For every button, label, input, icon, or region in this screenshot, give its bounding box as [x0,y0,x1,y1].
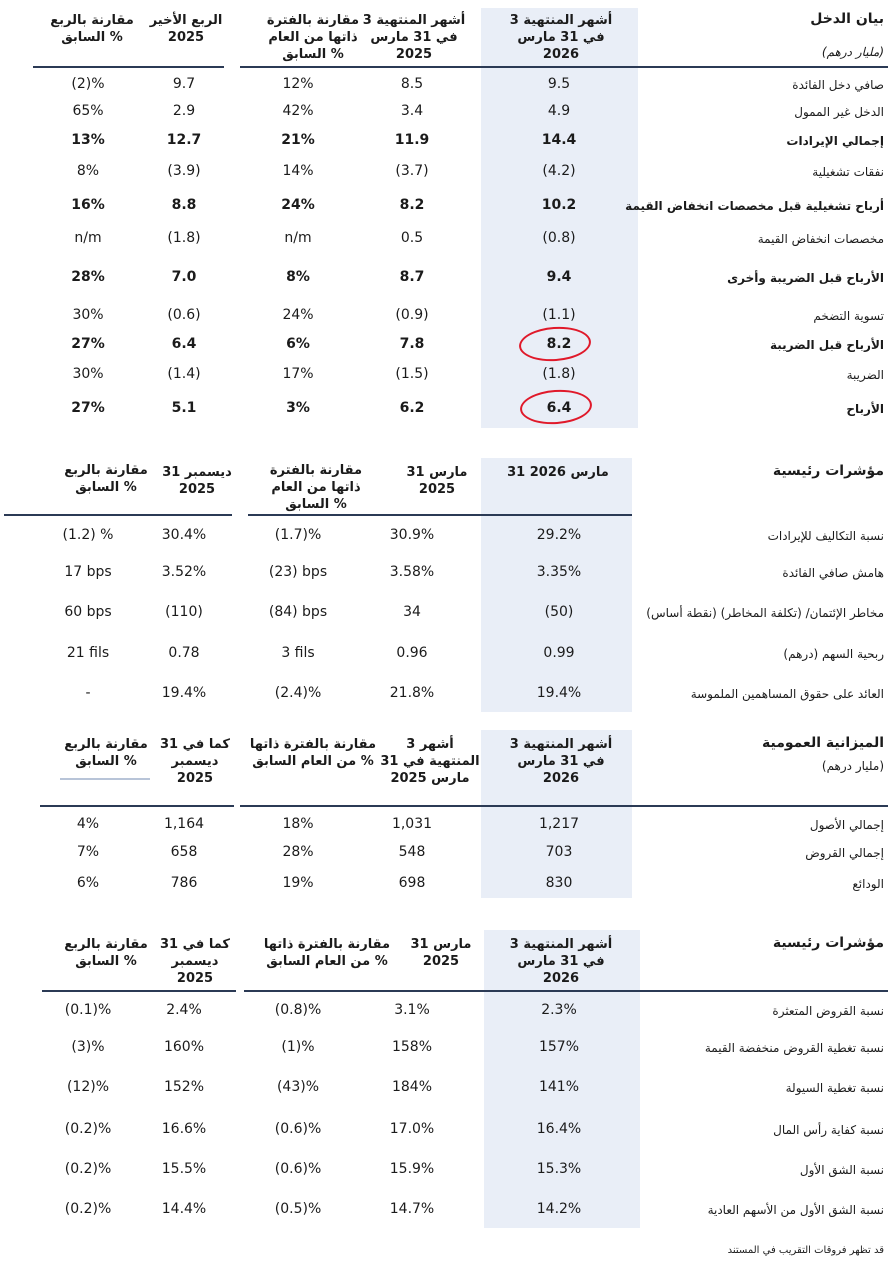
row-value: (0.2)% [64,1161,112,1177]
income-header-yoy: مقارنة بالفترة ذاتها من العام السابق % [266,13,360,62]
row-value: 17 bps [64,564,112,580]
row-value: - [85,685,91,701]
row-value: 698 [398,875,426,891]
row-value: 21% [281,132,315,148]
row-label: مخاطر الإئتمان/ (تكلفة المخاطر) (نقطة أساس) [646,606,884,620]
row-value: 29.2% [536,527,582,543]
kpi1-title: مؤشرات رئيسية [772,463,884,479]
row-value: (0.6)% [274,1121,322,1137]
row-value: (2.4)% [274,685,322,701]
row-value: (1.7)% [274,527,322,543]
current-period-highlight-2 [481,458,632,712]
row-label: نفقات تشغيلية [812,165,884,179]
row-label: نسبة تغطية السيولة [785,1081,884,1095]
row-value: 65% [72,103,104,119]
row-value: 1,031 [391,816,433,832]
row-value: 2.3% [541,1002,577,1018]
row-value: (0.2)% [64,1121,112,1137]
kpi2-header-yoy: مقارنة بالفترة ذاتها من العام السابق % [263,937,391,969]
row-value: 28% [71,269,105,285]
income-header-qoq: مقارنة بالربع السابق % [50,13,134,45]
row-value: 12.7 [166,132,202,148]
row-value: 8.5 [400,76,424,92]
row-value: 157% [538,1039,580,1055]
row-label: الأرباح قبل الضريبة وأخرى [727,271,884,285]
row-label: نسبة كفاية رأس المال [773,1123,884,1137]
row-value: (3.9) [167,163,201,179]
row-value: (0.2)% [64,1201,112,1217]
row-value: 786 [170,875,198,891]
row-value: (0.8) [542,230,576,246]
row-value: 830 [545,875,573,891]
row-value: 15.5% [161,1161,207,1177]
row-label: هامش صافي الفائدة [782,566,884,580]
kpi1-header-current: 31 مارس 2026 [507,465,609,480]
row-value: 14.2% [536,1201,582,1217]
row-value: 703 [545,844,573,860]
row-value: 6% [286,336,310,352]
row-value: 16.6% [161,1121,207,1137]
row-value: (1.4) [167,366,201,382]
row-value: (50) [544,604,574,620]
row-label: العائد على حقوق المساهمين الملموسة [690,687,884,701]
balance-header-qoq: مقارنة بالربع السابق % [64,737,148,769]
row-value: 24% [281,197,315,213]
row-value: 28% [282,844,314,860]
row-value: 16.4% [536,1121,582,1137]
row-value: (1.1) [542,307,576,323]
current-period-highlight-1 [481,8,638,428]
balance-header-lastq: كما في 31 ديسمبر 2025 [160,737,230,786]
row-value: 16% [71,197,105,213]
row-value: 8.8 [171,197,197,213]
kpi2-title: مؤشرات رئيسية [772,935,884,951]
rule-income-right [240,66,888,68]
income-header-lastq: الربع الأخير 2025 [149,13,223,45]
balance-header-current: 3 أشهر المنتهية في 31 مارس 2026 [509,737,613,786]
row-label: تسوية التضخم [813,309,884,323]
row-value: 19.4% [536,685,582,701]
row-value: 21.8% [389,685,435,701]
row-value: 0.78 [168,645,200,661]
row-value: 11.9 [394,132,430,148]
kpi2-header-lastq: كما في 31 ديسمبر 2025 [160,937,230,986]
row-value: 8.2 [399,197,425,213]
row-value: (3.7) [395,163,429,179]
row-value: 3.4 [400,103,424,119]
kpi1-header-yoy: مقارنة بالفترة ذاتها من العام السابق % [269,463,363,512]
row-value: 14.4 [541,132,577,148]
row-value: 6% [76,875,100,891]
row-label: نسبة تغطية القروض منخفضة القيمة [704,1041,884,1055]
row-label: الأرباح [846,402,884,416]
row-value: 19.4% [161,685,207,701]
row-value: 8.7 [399,269,425,285]
rule-kpi2-left [42,990,236,992]
row-label: إجمالي القروض [805,846,884,860]
row-value: 7.0 [171,269,197,285]
row-value: 6.4 [171,336,197,352]
row-value: 6.4 [546,400,572,416]
row-value: 184% [391,1079,433,1095]
row-value: 3.52% [161,564,207,580]
kpi2-header-current: 3 أشهر المنتهية في 31 مارس 2026 [509,937,613,986]
row-value: 160% [163,1039,205,1055]
row-value: (84) bps [268,604,328,620]
row-value: 17.0% [389,1121,435,1137]
row-value: (0.6) [167,307,201,323]
balance-unit: (مليار درهم) [821,759,884,773]
row-value: 27% [71,400,105,416]
kpi1-header-prior: 31 مارس 2025 [406,465,468,497]
kpi1-header-qoq: مقارنة بالربع السابق % [64,463,148,495]
row-value: (3)% [71,1039,105,1055]
rule-balance-header-underline [60,778,150,780]
row-value: 14.4% [161,1201,207,1217]
income-unit: (مليار درهم) [821,45,884,59]
row-value: 158% [391,1039,433,1055]
row-value: 1,164 [163,816,205,832]
row-value: (0.5)% [274,1201,322,1217]
row-value: (1.8) [167,230,201,246]
income-header-prior: 3 أشهر المنتهية في 31 مارس 2025 [362,13,466,62]
row-value: (23) bps [268,564,328,580]
row-value: (1.5) [395,366,429,382]
income-title: بيان الدخل [810,11,884,27]
row-value: 24% [282,307,314,323]
row-value: 2.4% [166,1002,202,1018]
row-value: 658 [170,844,198,860]
row-label: نسبة القروض المتعثرة [772,1004,884,1018]
row-value: (1.8) [542,366,576,382]
row-value: 60 bps [64,604,112,620]
row-value: 2.9 [172,103,196,119]
row-value: 1,217 [538,816,580,832]
row-label: مخصصات انخفاض القيمة [757,232,884,246]
rule-income-left [33,66,224,68]
row-value: 15.9% [389,1161,435,1177]
row-label: إجمالي الأصول [809,818,884,832]
row-value: 3 fils [281,645,315,661]
row-value: 6.2 [399,400,425,416]
row-value: 141% [538,1079,580,1095]
row-value: 3.58% [389,564,435,580]
row-value: 4% [76,816,100,832]
row-value: (4.2) [542,163,576,179]
row-value: 0.5 [400,230,424,246]
row-value: 14.7% [389,1201,435,1217]
row-value: (2)% [71,76,105,92]
row-label: نسبة الشق الأول من الأسهم العادية [707,1203,884,1217]
row-value: 15.3% [536,1161,582,1177]
row-value: 19% [282,875,314,891]
row-value: 27% [71,336,105,352]
row-label: نسبة التكاليف للإيرادات [767,529,884,543]
balance-header-prior: 3 أشهر المنتهية في 31 مارس 2025 [380,737,480,786]
row-value: 0.96 [396,645,428,661]
kpi2-header-qoq: مقارنة بالربع السابق % [64,937,148,969]
row-value: 30.9% [389,527,435,543]
row-value: n/m [284,230,312,246]
row-value: (110) [165,604,203,620]
row-value: (12)% [66,1079,110,1095]
row-value: 7% [76,844,100,860]
row-value: 18% [282,816,314,832]
row-value: 8.2 [546,336,572,352]
row-value: 14% [282,163,314,179]
row-value: n/m [74,230,102,246]
rule-balance-left [40,805,234,807]
row-value: 42% [282,103,314,119]
row-value: 12% [282,76,314,92]
row-value: (0.6)% [274,1161,322,1177]
row-value: 152% [163,1079,205,1095]
row-value: 3% [286,400,310,416]
row-value: (0.1)% [64,1002,112,1018]
row-label: ربحية السهم (درهم) [783,647,884,661]
row-label: إجمالي الإيرادات [786,134,884,148]
row-label: الدخل غير الممول [794,105,884,119]
income-header-current: 3 أشهر المنتهية في 31 مارس 2026 [509,13,613,62]
row-label: أرباح تشغيلية قبل مخصصات انخفاض القيمة [625,199,884,213]
row-label: الودائع [852,877,884,891]
rule-kpi2-right [244,990,888,992]
balance-title: الميزانية العمومية [762,735,884,751]
row-value: 3.1% [394,1002,430,1018]
row-value: 4.9 [547,103,571,119]
row-value: 30.4% [161,527,207,543]
row-value: 9.5 [547,76,571,92]
rule-balance-right [240,805,888,807]
row-value: 21 fils [66,645,110,661]
row-value: (0.8)% [274,1002,322,1018]
row-label: الأرباح قبل الضريبة [769,338,884,352]
row-label: صافي دخل الفائدة [792,78,884,92]
row-value: (1)% [281,1039,315,1055]
row-value: 8% [286,269,310,285]
row-value: 30% [72,366,104,382]
row-value: 3.35% [536,564,582,580]
row-value: 9.7 [172,76,196,92]
row-value: 10.2 [541,197,577,213]
row-value: 0.99 [543,645,575,661]
balance-header-yoy: مقارنة بالفترة ذاتها من العام السابق % [249,737,377,769]
row-value: 8% [76,163,100,179]
rule-kpi1-left [4,514,232,516]
row-value: (1.2) % [62,527,114,543]
row-value: 30% [72,307,104,323]
kpi1-header-lastq: 31 ديسمبر 2025 [162,465,232,497]
row-value: (0.9) [395,307,429,323]
row-value: 34 [403,604,421,620]
row-label: الضريبة [846,368,884,382]
row-value: 9.4 [546,269,572,285]
row-value: 548 [398,844,426,860]
row-value: 7.8 [399,336,425,352]
row-value: (43)% [276,1079,320,1095]
footnote: قد تظهر فروقات التقريب في المستند [727,1245,884,1256]
row-value: 5.1 [171,400,197,416]
rule-kpi1-right [248,514,632,516]
row-value: 17% [282,366,314,382]
kpi2-header-prior: 31 مارس 2025 [410,937,472,969]
row-label: نسبة الشق الأول [799,1163,884,1177]
row-value: 13% [71,132,105,148]
